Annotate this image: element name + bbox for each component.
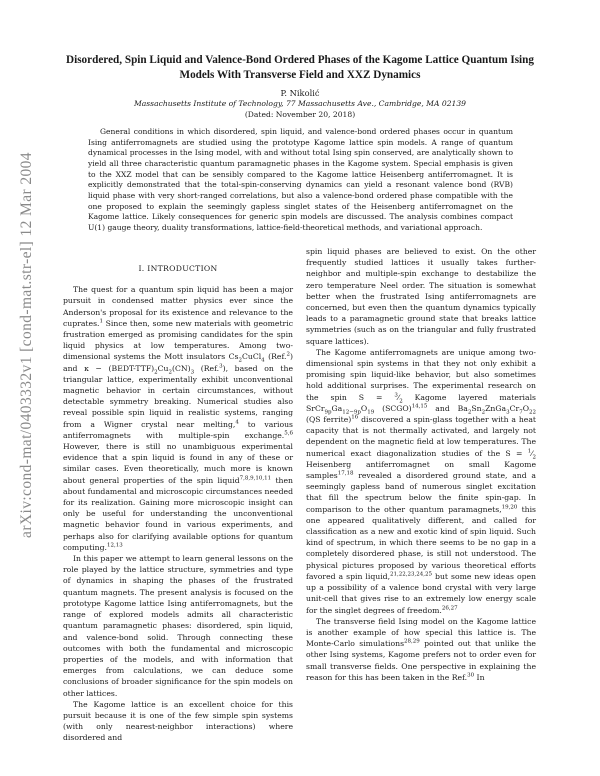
- citation: 21,22,23,24,25: [390, 571, 433, 578]
- citation: 17,18: [337, 470, 354, 477]
- citation: 16: [351, 414, 359, 421]
- intro-paragraph-1: The quest for a quantum spin liquid has been a major pursuit in condensed matter physics ever since the Anderson's proposal for its existence and relevance to the cuprates.$^1$ Since then, some new materials with geometric frustration emerged as promising candidates for the spin liquid physics at low temperatures. Among two-dimensional systems the Mott insulators $Cs_2CuCl_4$ (Ref.$^2$) and $\kappa - (BEDT-TTF)_2Cu_2(CN)_3$ (Ref.$^3$), based on the triangular lattice, experimentally exhibit unconventional magnetic behavior in certain circumstances, without detectable symmetry breaking. Numerical studies also reveal possible spin liquid in realistic systems, ranging from a Wigner crystal near melting,$^4$ to various antiferromagnets with multiple-spin exchange.$^{5,6}$ However, there is still no unambiguous experimental evidence that a spin liquid is found in any of these or similar cases. Even theoretically, much more is known about general properties of the spin liquid$^{7,8,9,10,11}$ then about fundamental and microscopic circumstances needed for its realization. Gaining more microscopic insight can only be useful for understanding the unconventional magnetic behavior found in various experiments, and perhaps also for clarifying available options for quantum computing.$^{12,13}$: [63, 285, 294, 552]
- citation: 30: [467, 672, 475, 679]
- dated-line: (Dated: November 20, 2018): [244, 110, 356, 119]
- citation: 14,15: [411, 403, 428, 410]
- intro-paragraph-continued: spin liquid phases are believed to exist. On the other frequently studied lattices it usually takes further-neighbor and multiple-spin exchange to destabilize the zero temperature Neel order. The situation is somewhat better when the frustrated Ising antiferromagnets are concerned, but even then the quantum dynamics typically leads to a paramagnetic ground state that breaks lattice symmetries (such as on the triangular and fully frustrated square lattices).: [306, 247, 536, 346]
- citation: 4: [235, 419, 239, 426]
- citation: 7,8,9,10,11: [239, 475, 272, 482]
- intro-paragraph-4: The Kagome antiferromagnets are unique among two-dimensional spin systems in that they not only exhibit a promising spin liquid-like behavior, but also sometimes hold additional surprises. The experimental research on the spin $S = ^3⁄_2$ Kagome layered materials $SrCr_{9p}Ga_{12-9p}O_{19}$ (SCGO)$^{14,15}$ and $Ba_2Sn_2ZnGa_3Cr_7O_{22}$ (QS ferrite)$^{16}$ discovered a spin-glass together with a heat capacity that is not thermally activated, and largely not dependent on the magnetic field at low temperatures. The numerical exact diagonalization studies of the $S = ^1⁄_2$ Heisenberg antiferromagnet on small Kagome samples$^{17,18}$ revealed a disordered ground state, and a seemingly gapless band of numerous singlet excitation that fill the spectrum below the finite spin-gap. In comparison to the other quantum paramagnets,$^{19,20}$ this one appeared qualitatively different, and called for classification as a new and exotic kind of spin liquid. Such kind of spectrum, in which there seems to be no gap in a completely disordered phase, is still not understood. The physical pictures proposed by various theoretical efforts favored a spin liquid,$^{21,22,23,24,25}$ but some new ideas open up a possibility of a valence bond crystal with very large unit-cell that gives rise to an extremely low energy scale for the singlet degrees of freedom.$^{26,27}$: [306, 347, 537, 615]
- section-heading: I. INTRODUCTION: [138, 264, 218, 273]
- citation: 1: [99, 318, 103, 325]
- arxiv-identifier: arXiv:cond-mat/0403332v1 [cond-mat.str-el] 12 Mar 2004: [18, 152, 35, 538]
- citation: 19,20: [501, 504, 518, 511]
- abstract: General conditions in which disordered, spin liquid, and valence-bond ordered phases occur in quantum Ising antiferromagnets are studied using the prototype Kagome lattice spin models. A range of quantum dynamical processes in the Ising model, with and without total Ising spin conserved, are analytically shown to yield all three characteristic quantum paramagnetic phases in the Kagome system. Special emphasis is given to the XXZ model that can be sensibly compared to the Kagome lattice Heisenberg antiferromagnet. It is explicitly demonstrated that the total-spin-conserving dynamics can yield a resonant valence bond (RVB) liquid phase with very short-ranged correlations, but also a valence-bond ordered phase compatible with the one proposed to explain the seemingly gapless singlet states of the Heisenberg antiferromagnet on the Kagome lattice. Likely consequences for generic spin models are discussed. The analysis combines compact U(1) gauge theory, duality transformations, lattice-field-theoretical methods, and variational approach.: [88, 127, 513, 232]
- paper-title: Disordered, Spin Liquid and Valence-Bond Ordered Phases of the Kagome Lattice Quantum Ising Models With Transverse Field and XXZ Dynamics: [66, 54, 534, 81]
- intro-paragraph-2: In this paper we attempt to learn general lessons on the role played by the lattice structure, symmetries and type of dynamics in shaping the phases of the frustrated quantum magnets. The present analysis is focused on the prototype Kagome lattice Ising antiferromagnets, but the range of explored models admits all characteristic quantum paramagnetic phases: disordered, spin liquid, and valence-bond solid. Through connecting these outcomes with both the fundamental and microscopic properties of the models, and with information that emerges from calculations, we can deduce some conclusions of broader significance for the spin models on other lattices.: [63, 554, 293, 698]
- left-column: [63, 255, 293, 744]
- citation: 12,13: [106, 542, 123, 549]
- intro-paragraph-5: The transverse field Ising model on the Kagome lattice is another example of how special this lattice is. The Monte-Carlo simulations$^{28,29}$ pointed out that unlike the other Ising systems, Kagome prefers not to order even for small transverse fields. One perspective in explaining the reason for this has been taken in the Ref.$^{30}$ In: [306, 616, 536, 682]
- citation: 5,6: [284, 430, 293, 437]
- citation: 2: [286, 351, 291, 358]
- citation: 26,27: [441, 604, 458, 611]
- affiliation: Massachusetts Institute of Technology, 77 Massachusetts Ave., Cambridge, MA 02139: [133, 99, 467, 108]
- author: P. Nikolić: [280, 88, 320, 98]
- citation: 3: [219, 363, 223, 370]
- intro-paragraph-3: The Kagome lattice is an excellent choice for this pursuit because it is one of the few simple spin systems (with only nearest-neighbor interactions) where disordered and: [63, 699, 293, 743]
- right-column: [306, 246, 536, 683]
- citation: 28,29: [404, 638, 420, 645]
